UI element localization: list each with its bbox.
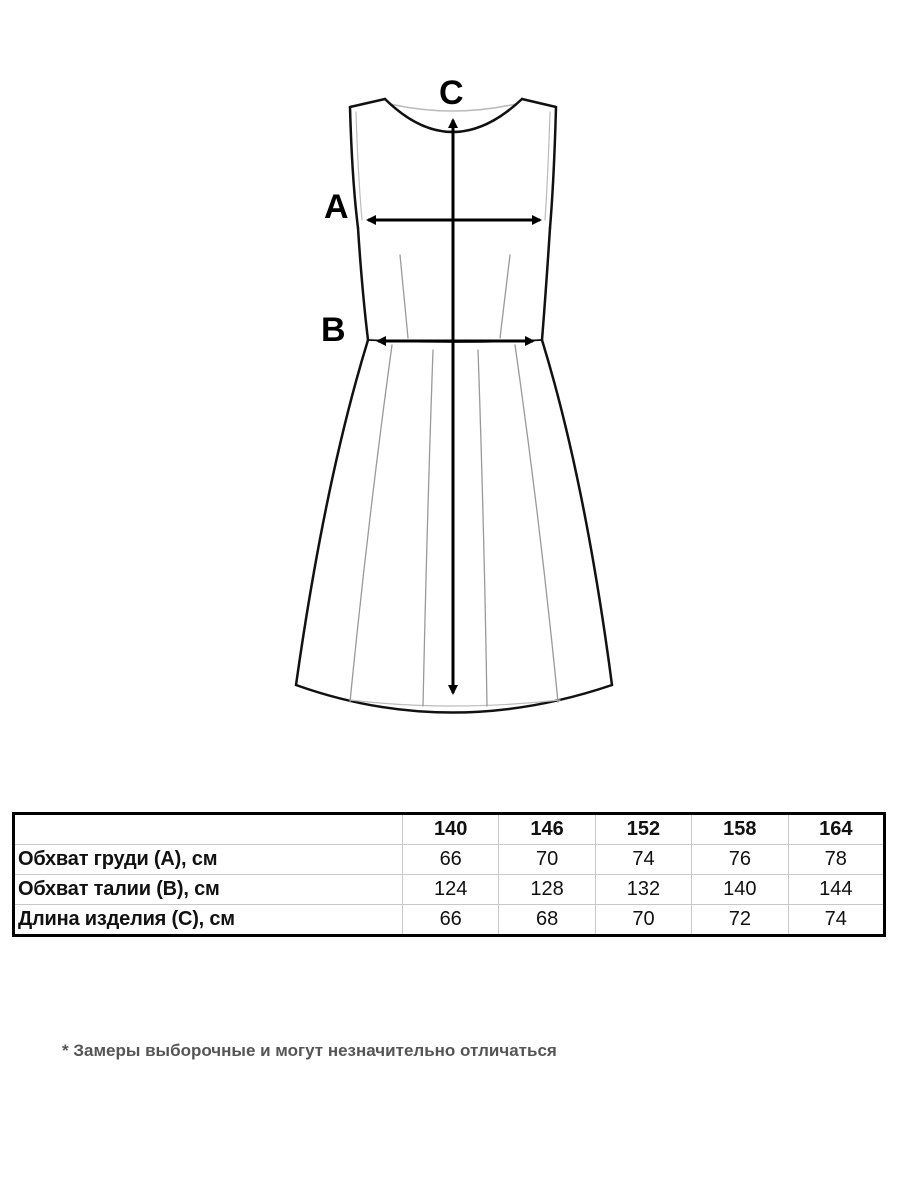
table-cell: 66 (403, 905, 499, 936)
measurement-arrows (368, 120, 540, 693)
label-c: C (439, 74, 464, 112)
table-cell: 68 (499, 905, 595, 936)
table-header-row (14, 814, 885, 845)
table-cell: 132 (595, 875, 691, 905)
size-header: 146 (499, 814, 595, 845)
table-cell: 78 (788, 845, 884, 875)
size-header: 140 (403, 814, 499, 845)
table-cell: 66 (403, 845, 499, 875)
table-cell: 70 (595, 905, 691, 936)
table-cell: 76 (692, 845, 788, 875)
table-row-chest (14, 845, 885, 875)
table-cell: 124 (403, 875, 499, 905)
table-row-length (14, 905, 885, 936)
row-label: Длина изделия (С), см (14, 905, 403, 936)
size-chart-table (12, 812, 886, 937)
row-label: Обхват талии (В), см (14, 875, 403, 905)
table-cell: 72 (692, 905, 788, 936)
size-header: 164 (788, 814, 884, 845)
label-b: B (321, 311, 346, 349)
size-header: 152 (595, 814, 691, 845)
table-corner-cell (14, 814, 403, 845)
label-a: A (324, 188, 349, 226)
table-cell: 74 (788, 905, 884, 936)
table-row-waist (14, 875, 885, 905)
table-cell: 140 (692, 875, 788, 905)
table-cell: 128 (499, 875, 595, 905)
size-header: 158 (692, 814, 788, 845)
table-cell: 74 (595, 845, 691, 875)
row-label: Обхват груди (А), см (14, 845, 403, 875)
table-cell: 144 (788, 875, 884, 905)
table-cell: 70 (499, 845, 595, 875)
footnote: * Замеры выборочные и могут незначительно отличаться (62, 1041, 557, 1060)
